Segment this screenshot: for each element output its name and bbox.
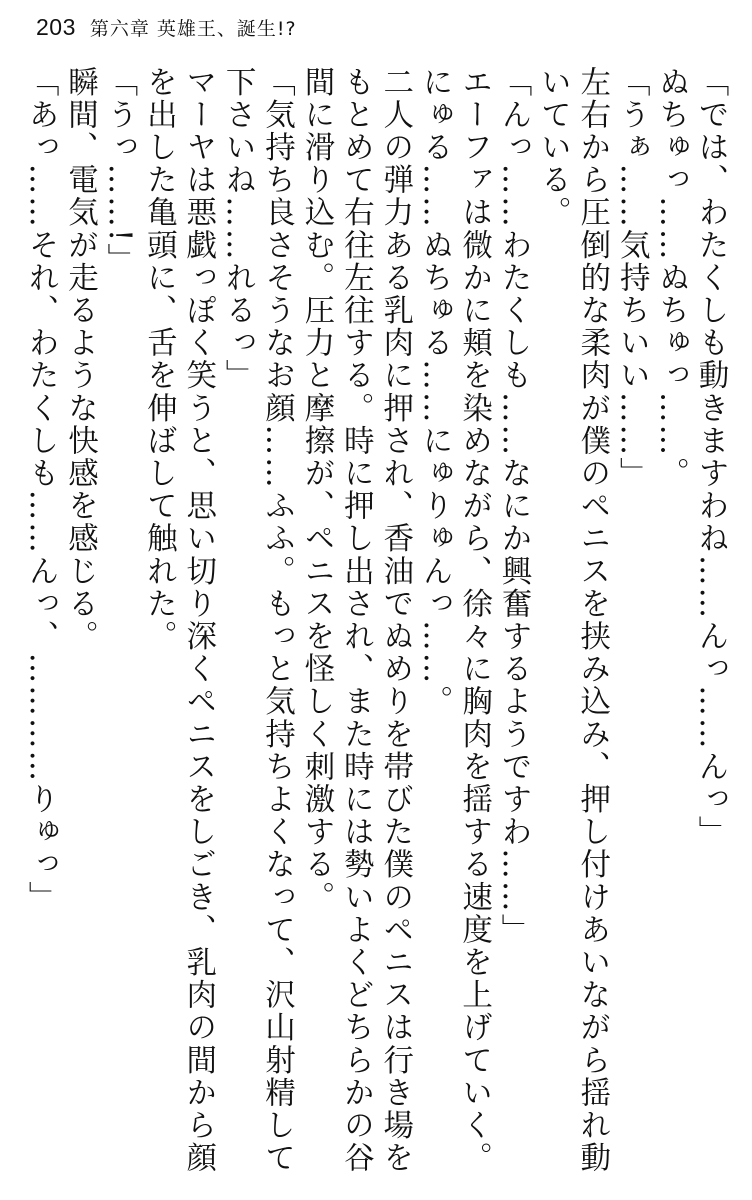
paragraph: 「気持ち良さそうなお顔……ふふ。もっと気持ちよくなって、沢山射精して下さいね……れるっ」 xyxy=(220,66,295,1175)
chapter-title: 第六章 英雄王、誕生!? xyxy=(89,18,297,40)
paragraph: エーファは微かに頬を染めながら、徐々に胸肉を揺する速度を上げていく。 xyxy=(456,66,492,1175)
page-number: 203 xyxy=(36,14,76,40)
paragraph: 「あっ……それ、わたくしも……んっ、…………りゅっ」 xyxy=(23,66,59,914)
paragraph: マーヤは悪戯っぽく笑うと、思い切り深くペニスをしごき、乳肉の間から顔を出した亀頭に、舌を伸ばして触れた。 xyxy=(141,66,216,1175)
paragraph: 二人の弾力ある乳肉に押され、香油でぬめりを帯びた僕のペニスは行き場をもとめて右往左往する。時に押し出され、また時には勢いよくどちらかの谷間に滑り込む。圧力と摩擦が、ペニスを怪しく刺激する。 xyxy=(298,66,413,1175)
paragraph: 瞬間、電気が走るような快感を感じる。 xyxy=(62,66,98,653)
paragraph: 「んっ……わたくしも……なにか興奮するようですわ……」 xyxy=(495,66,531,947)
paragraph: 「うっ……!」 xyxy=(101,66,137,276)
paragraph: 「では、わたくしも動きますわね……んっ……んっ」 xyxy=(693,66,728,849)
paragraph: ぬちゅっ……ぬちゅっ……。 xyxy=(653,66,689,490)
page-header xyxy=(36,14,297,44)
paragraph: にゅる……ぬちゅる……にゅりゅんっ……。 xyxy=(417,66,453,718)
paragraph: 「うぁ……気持ちいい……」 xyxy=(614,66,650,490)
paragraph: 左右から圧倒的な柔肉が僕のペニスを挟み込み、押し付けあいながら揺れ動いている。 xyxy=(535,66,610,1175)
vertical-body-text xyxy=(21,66,730,1176)
